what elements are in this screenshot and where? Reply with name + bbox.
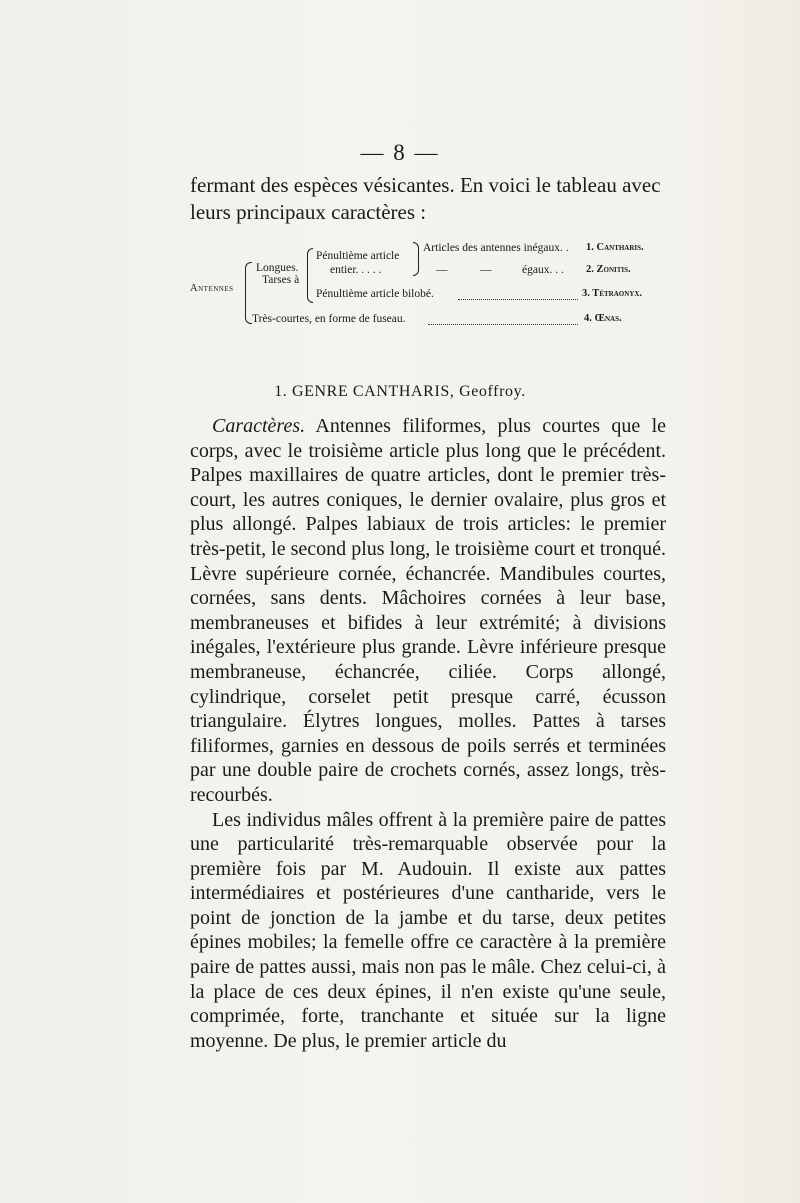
key-brace-entier: [413, 242, 419, 276]
key-articles-inegaux: Articles des antennes inégaux. .: [423, 242, 569, 254]
key-dash-1: —: [436, 264, 448, 276]
key-result-1: 1. Cantharis.: [586, 242, 644, 253]
characters-text: Antennes filiformes, plus courtes que le corps, avec le troisième article plus long que le précédent. Palpes maxillaires de quatre articles, dont le premier très-court, les autres coniques, le dernier ovalaire, plus gros et plus allongé. Palpes labiaux de trois articles: le premier très-petit, le second plus long, le troisième court et tronqué. Lèvre supérieure cornée, échancrée. Mandibules courtes, cornées, sans dents. Mâchoires cornées à leur base, membraneuses et bifides à leur extrémité; à divisions inégales, l'extérieure plus grande. Lèvre inférieure presque membraneuse, échancrée, ciliée. Corps allongé, cylindrique, corselet petit presque carré, écusson triangulaire. Élytres longues, molles. Pattes à tarses filiformes, garnies en dessous de poils serrés et terminées par une double paire de crochets cornés, assez longs, très-recourbés.: [190, 415, 666, 806]
key-result-2: 2. Zonitis.: [586, 264, 631, 275]
intro-text: fermant des espèces vésicantes. En voici le tableau avec leurs principaux caractères :: [190, 173, 661, 224]
key-penultieme-bilobe: Pénultième article bilobé.: [316, 288, 434, 300]
paragraph-males: Les individus mâles offrent à la première paire de pattes une particularité très-remarquable observée pour la première fois par M. Audouin. Il existe aux pattes intermédiaires et postérieures d'une cantharide, vers le point de jonction de la jambe et du tarse, deux petites épines mobiles; la femelle offre ce caractère à la première paire de pattes aussi, mais non pas le mâle. Chez celui-ci, à la place de ces deux épines, il n'en existe qu'une seule, comprimée, forte, tranchante et située sur la ligne moyenne. De plus, le premier article du: [190, 808, 666, 1052]
genre-heading: 1. GENRE CANTHARIS, Geoffroy.: [274, 383, 526, 400]
key-antennes: Antennes: [190, 283, 234, 294]
body-text: [190, 414, 666, 1053]
key-result-3: 3. Tétraonyx.: [582, 288, 642, 299]
key-tarses-a: Tarses à: [262, 274, 300, 286]
key-dots-3: [458, 299, 578, 300]
page-number: — 8 —: [360, 140, 440, 165]
intro-paragraph: [190, 172, 662, 226]
paragraph-characters: [190, 414, 666, 808]
classification-key: [190, 236, 666, 336]
key-longues: Longues.: [256, 262, 299, 274]
key-brace-tarses: [307, 248, 313, 303]
key-dots-4: [428, 324, 578, 325]
key-egaux: égaux. . .: [522, 264, 564, 276]
key-dash-2: —: [480, 264, 492, 276]
key-tres-courtes: Très-courtes, en forme de fuseau.: [252, 313, 406, 325]
key-brace-main: [245, 262, 252, 324]
characters-label: Caractères.: [212, 415, 306, 437]
key-penultieme-article: Pénultième article: [316, 250, 400, 262]
key-result-4: 4. Œnas.: [584, 313, 622, 324]
key-entier: entier. . . . .: [330, 264, 382, 276]
